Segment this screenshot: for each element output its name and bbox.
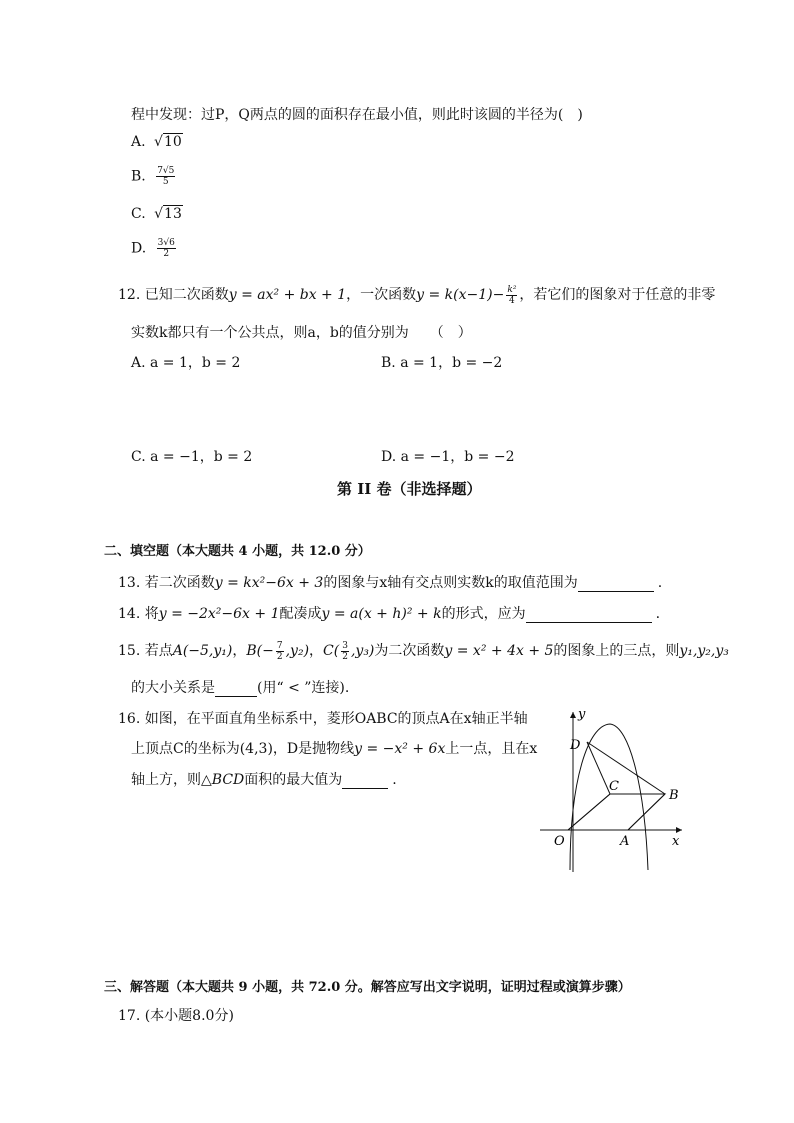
sqrt-symbol: √ bbox=[154, 206, 164, 222]
q12-option-c: C. a = −1，b = 2 bbox=[131, 449, 253, 465]
q16-line3: 轴上方，则△BCD面积的最大值为 . bbox=[131, 772, 397, 788]
answer-blank bbox=[578, 577, 654, 592]
q11-option-d: D. $\frac{3√6}{2}$ bbox=[131, 238, 175, 259]
q14-text: 14. 将y = −2x²−6x + 1配凑成y = a(x + h)² + k的形式，应为 . bbox=[118, 606, 661, 622]
q12-option-a: A. a = 1，b = 2 bbox=[131, 355, 241, 371]
q12-option-d: D. a = −1，b = −2 bbox=[381, 449, 515, 465]
segment-ab bbox=[628, 794, 665, 830]
q12-line1: 12. 已知二次函数y = ax² + bx + 1，一次函数y = k(x−1)− $\frac{\text{k²}}{4}$ ，若它们的图象对于任意的非零 bbox=[118, 284, 716, 306]
q11-text: 程中发现：过P，Q两点的圆的面积存在最小值，则此时该圆的半径为( ) bbox=[131, 107, 583, 123]
answer-blank bbox=[526, 608, 652, 623]
q17-text: 17. (本小题8.0分) bbox=[118, 1008, 234, 1024]
sqrt-symbol: √ bbox=[154, 134, 163, 150]
part-title: 第 II 卷（非选择题） bbox=[337, 480, 482, 498]
label-x: x bbox=[672, 834, 680, 849]
rhombus bbox=[568, 794, 665, 830]
q12-line2: 实数k都只有一个公共点，则a，b的值分别为 （ ） bbox=[131, 325, 472, 341]
q13-text: 13. 若二次函数y = kx²−6x + 3的图象与x轴有交点则实数k的取值范围为 . bbox=[118, 575, 663, 591]
answer-blank bbox=[342, 774, 388, 789]
label-o: O bbox=[554, 834, 565, 849]
q11-option-a: A. √10 bbox=[131, 134, 182, 150]
section-header-solve: 三、解答题（本大题共 9 小题，共 72.0 分。解答应写出文字说明，证明过程或演算步骤） bbox=[104, 980, 631, 995]
label-y: y bbox=[578, 707, 586, 722]
q16-line2: 上顶点C的坐标为(4,3)，D是抛物线y = −x² + 6x上一点，且在x bbox=[131, 741, 538, 757]
section-header-fill-in: 二、填空题（本大题共 4 小题，共 12.0 分） bbox=[104, 544, 371, 559]
label-c: C bbox=[609, 779, 619, 794]
q16-line1: 16. 如图，在平面直角坐标系中，菱形OABC的顶点A在x轴正半轴 bbox=[118, 711, 528, 727]
parabola-curve bbox=[570, 724, 648, 870]
q15-line1: 15. 若点A(−5,y₁)，B(− $\frac{7}{2}$ ,y₂)，C( $\frac{3}{2}$ ,y₃)为二次函数y = x² + 4x + 5的图象上的三点，则y₁,y₂,y₃ bbox=[118, 640, 729, 662]
answer-blank bbox=[215, 682, 257, 697]
label-b: B bbox=[669, 788, 679, 803]
q12-option-b: B. a = 1，b = −2 bbox=[381, 355, 503, 371]
label-d: D bbox=[570, 738, 581, 753]
q11-option-c: C. √13 bbox=[131, 206, 182, 222]
q16-figure bbox=[530, 700, 700, 875]
q11-option-b: B. $\frac{7√5}{5}$ bbox=[131, 166, 175, 187]
label-a: A bbox=[620, 834, 630, 849]
q15-line2: 的大小关系是 (用“ < ”连接). bbox=[131, 680, 350, 696]
